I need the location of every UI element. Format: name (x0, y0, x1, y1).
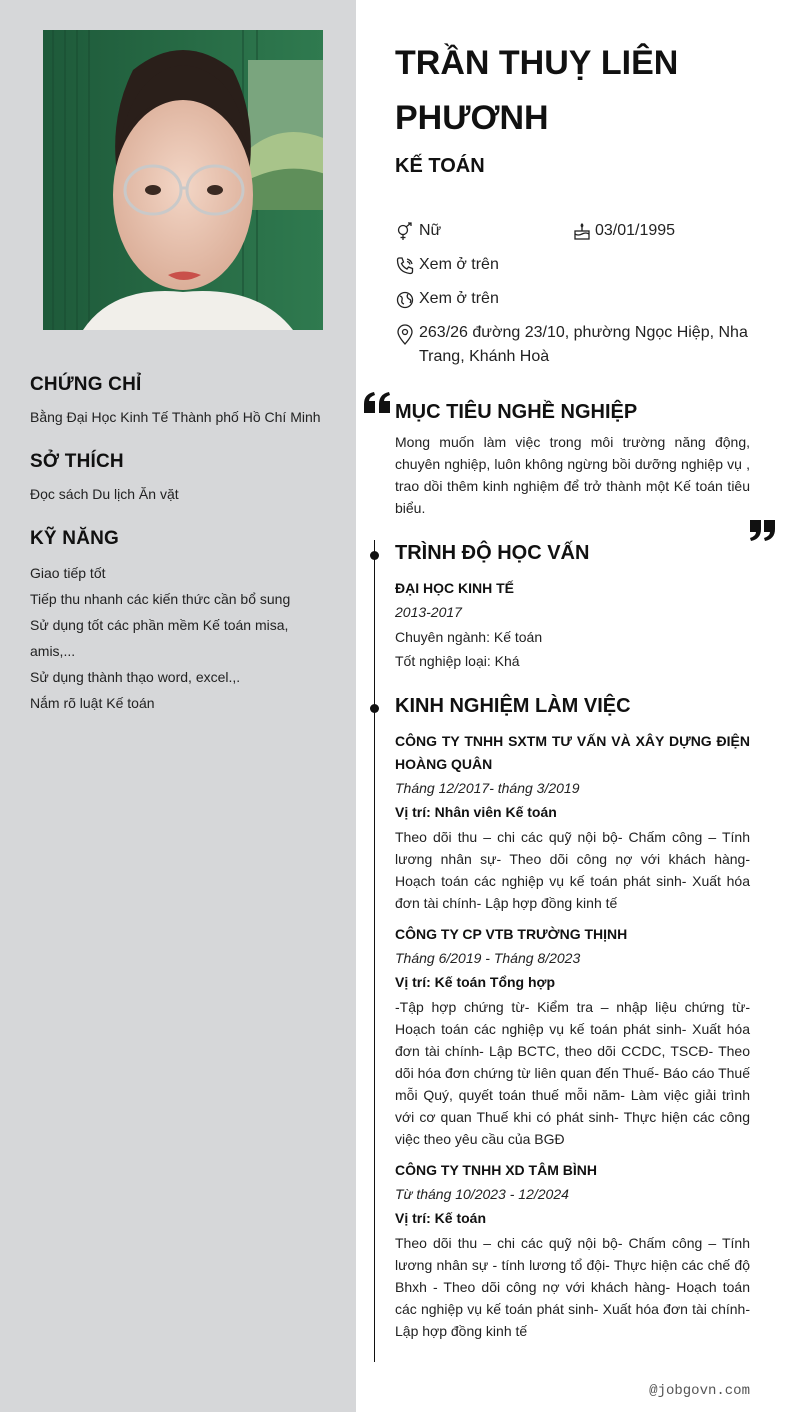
skill-item: Tiếp thu nhanh các kiến thức cần bổ sung (30, 591, 291, 607)
timeline-dot-education (370, 551, 379, 560)
cake-icon (573, 222, 591, 242)
location-pin-icon (395, 324, 415, 346)
education-grade: Tốt nghiệp loại: Khá (395, 653, 520, 669)
job-period: Tháng 12/2017- tháng 3/2019 (395, 780, 580, 796)
job-company: CÔNG TY CP VTB TRƯỜNG THỊNH (395, 926, 628, 942)
education-major: Chuyên ngành: Kế toán (395, 629, 543, 645)
skill-item: amis,... (30, 643, 76, 659)
skill-item: Giao tiếp tốt (30, 565, 106, 581)
objective-text: Mong muốn làm việc trong môi trường năng động, chuyên nghiệp, luôn không ngừng bồi dưỡng nghiệp vụ , trao dồi thêm kinh nghiệm để trở thành một Kế toán tiêu biểu. (395, 434, 750, 516)
timeline-line (374, 540, 375, 1362)
gender-icon (395, 222, 415, 242)
address-value: 263/26 đường 23/10, phường Ngọc Hiệp, Nha Trang, Khánh Hoà (419, 324, 748, 365)
skills-list (30, 560, 330, 716)
certificates-title: CHỨNG CHỈ (30, 374, 142, 395)
job-description: Theo dõi thu – chi các quỹ nội bộ- Chấm công – Tính lương nhân sự - tính lương tổ đội- Thực hiện các chế độ Bhxh - Theo dõi công nợ với khách hàng- Hoạch toán các nghiệp vụ kế toán phát sinh- Xuất hóa đơn tài chính- Lập hợp đồng kinh tế (395, 1235, 750, 1339)
website-row (395, 287, 499, 311)
sidebar (0, 0, 356, 1412)
open-quote-icon (364, 392, 392, 414)
phone-row (395, 253, 499, 277)
skill-item: Sử dụng thành thạo word, excel.,. (30, 669, 241, 685)
phone-icon (395, 256, 415, 276)
hobbies-title: SỞ THÍCH (30, 451, 124, 472)
profile-photo (43, 30, 323, 330)
objective-title: MỤC TIÊU NGHỀ NGHIỆP (395, 401, 638, 423)
watermark: @jobgovn.com (649, 1383, 750, 1399)
hobbies-section (30, 451, 330, 503)
job-company: CÔNG TY TNHH SXTM TƯ VẤN VÀ XÂY DỰNG ĐIỆN HOÀNG QUÂN (395, 733, 750, 772)
job-position: Vị trí: Kế toán (395, 1210, 487, 1226)
full-name: TRẦN THUỴ LIÊN PHƯƠNH (395, 44, 679, 137)
education-school: ĐẠI HỌC KINH TẾ (395, 580, 514, 596)
job-title: KẾ TOÁN (395, 155, 485, 177)
close-quote-icon (748, 520, 776, 542)
hobbies-text: Đọc sách Du lịch Ăn vặt (30, 486, 179, 502)
skills-title: KỸ NĂNG (30, 528, 120, 549)
job-description: Theo dõi thu – chi các quỹ nội bộ- Chấm công – Tính lương nhân sự- Theo dõi công nợ với khách hàng- Hoạch toán các nghiệp vụ kế toán phát sinh- Xuất hóa đơn tài chính- Lập hợp đồng kinh tế (395, 829, 750, 911)
job-period: Từ tháng 10/2023 - 12/2024 (395, 1186, 569, 1202)
birthdate-value: 03/01/1995 (595, 222, 676, 239)
main-content (356, 0, 790, 1412)
gender-row (395, 219, 441, 243)
job-period: Tháng 6/2019 - Tháng 8/2023 (395, 950, 581, 966)
timeline-dot-experience (370, 704, 379, 713)
skill-item: Sử dụng tốt các phần mềm Kế toán misa, (30, 617, 289, 633)
job-position: Vị trí: Kế toán Tổng hợp (395, 974, 556, 990)
education-period: 2013-2017 (395, 604, 462, 620)
certificates-text: Bằng Đại Học Kinh Tế Thành phố Hồ Chí Minh (30, 409, 321, 425)
job-entry (395, 730, 750, 914)
website-value: Xem ở trên (419, 290, 499, 307)
experience-title: KINH NGHIỆM LÀM VIỆC (395, 695, 631, 717)
gender-value: Nữ (419, 222, 442, 239)
job-position: Vị trí: Nhân viên Kế toán (395, 804, 557, 820)
job-entry (395, 1159, 750, 1342)
job-company: CÔNG TY TNHH XD TÂM BÌNH (395, 1162, 597, 1178)
education-title: TRÌNH ĐỘ HỌC VẤN (395, 542, 590, 564)
birthdate-row (573, 219, 675, 243)
address-row (395, 321, 755, 369)
skills-section (30, 528, 330, 716)
job-entry (395, 923, 750, 1150)
skill-item: Nắm rõ luật Kế toán (30, 695, 155, 711)
globe-icon (395, 290, 415, 310)
phone-value: Xem ở trên (419, 256, 499, 273)
certificates-section (30, 374, 330, 426)
job-description: -Tập hợp chứng từ- Kiểm tra – nhập liệu chứng từ- Hoạch toán các nghiệp vụ kế toán phát sinh- Xuất hóa đơn tài chính- Lập BCTC, theo dõi CCDC, TSCĐ- Theo dõi hóa đơn chứng từ liên quan đến Thuế- Báo cáo Thuế mỗi Quý, quyết toán thuế mỗi năm- Làm việc giải trình với cơ quan Thuế khi có phát sinh- Thực hiện các công việc theo yêu cầu của BGĐ (395, 999, 750, 1147)
